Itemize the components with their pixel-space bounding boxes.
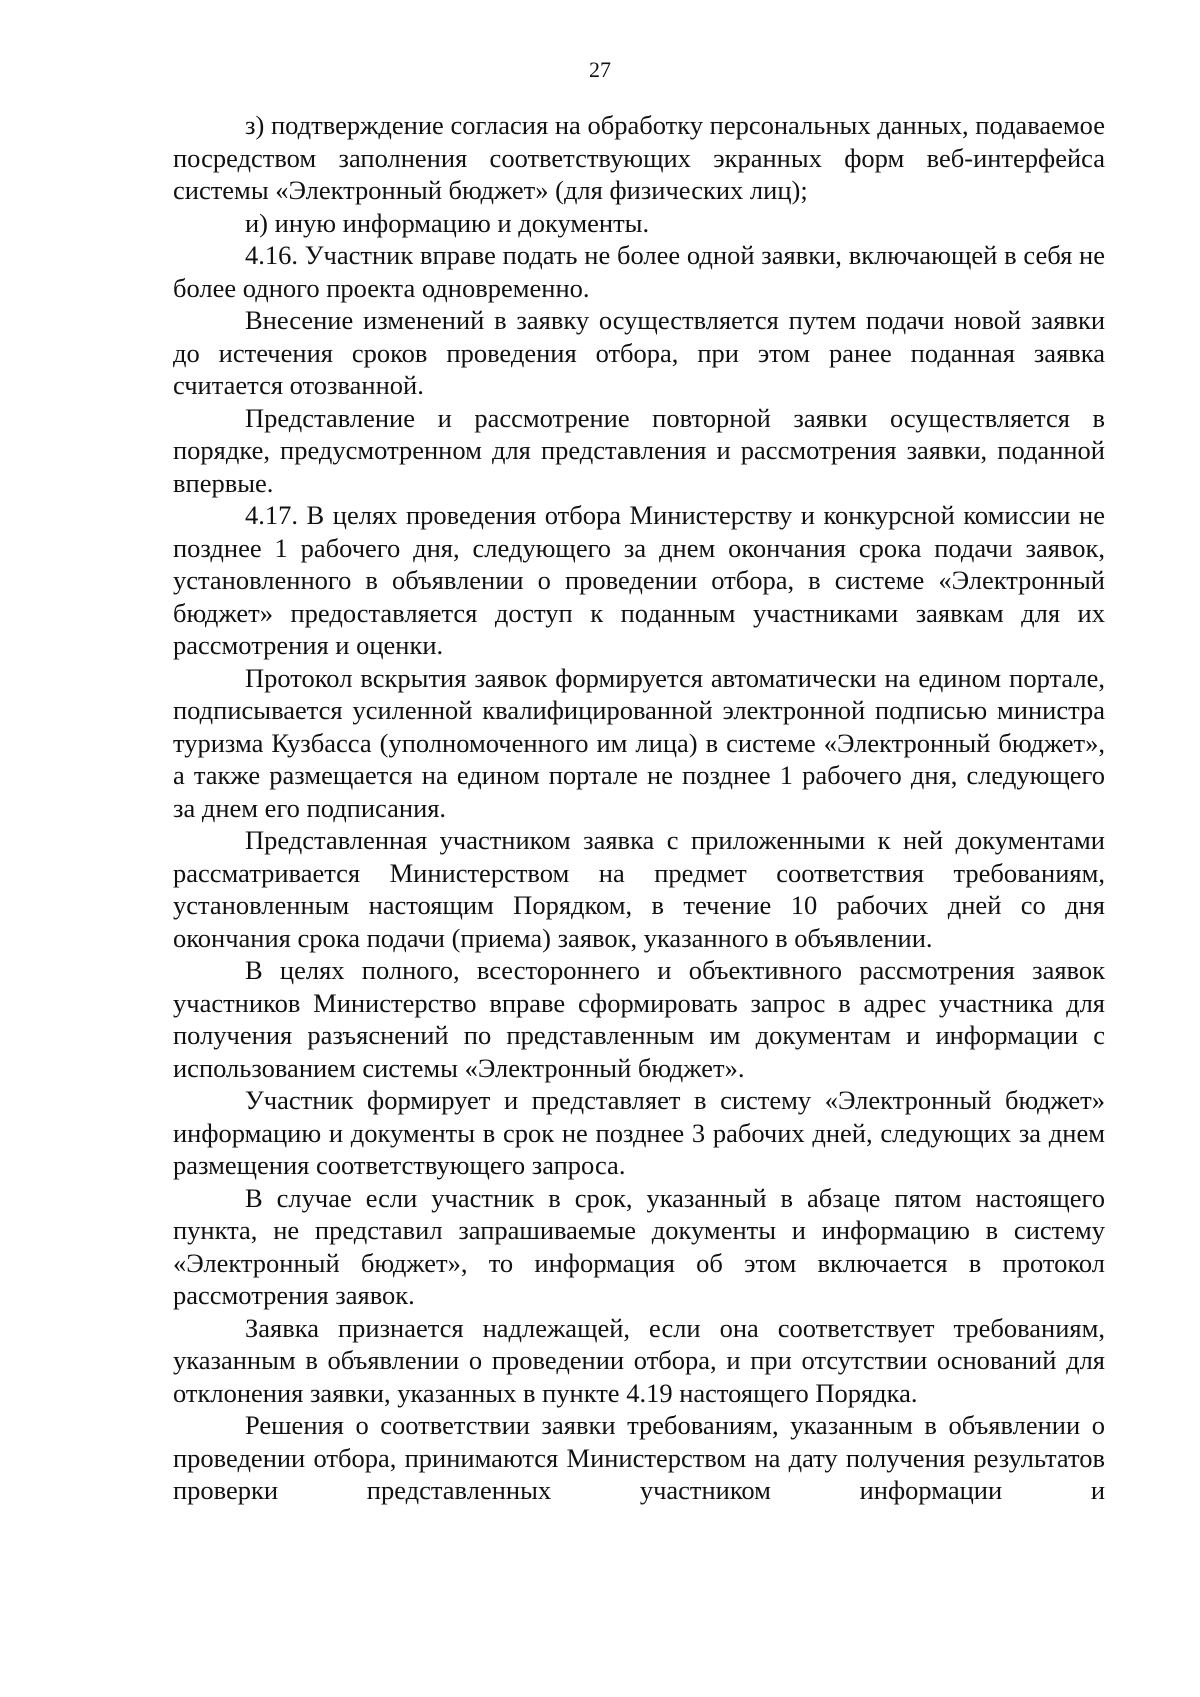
paragraph: Протокол вскрытия заявок формируется автоматически на едином портале, подписывается усиленной квалифицированной электронной подписью министра туризма Кузбасса (уполномоченного им лица) в системе «Электронный бюджет», а также размещается на едином портале не позднее 1 рабочего дня, следующего за днем его подписания. — [173, 662, 1105, 823]
paragraph-continued: Решения о соответствии заявки требованиям, указанным в объявлении о проведении отбора, принимаются Министерством на дату получения результатов проверки представленных участником информации и — [173, 1410, 1105, 1505]
paragraph: В целях полного, всестороннего и объективного рассмотрения заявок участников Министерство вправе сформировать запрос в адрес участника для получения разъяснений по представленным им документам и информации с использованием системы «Электронный бюджет». — [173, 955, 1105, 1083]
paragraph: Представление и рассмотрение повторной заявки осуществляется в порядке, предусмотренном для представления и рассмотрения заявки, поданной впервые. — [173, 402, 1105, 498]
paragraph: 4.16. Участник вправе подать не более одной заявки, включающей в себя не более одного проекта одновременно. — [173, 240, 1105, 303]
document-body — [173, 109, 1105, 1507]
paragraph: з) подтверждение согласия на обработку персональных данных, подаваемое посредством заполнения соответствующих экранных форм веб-интерфейса системы «Электронный бюджет» (для физических лиц); — [173, 110, 1105, 205]
paragraph: Участник формирует и представляет в систему «Электронный бюджет» информацию и документы в срок не позднее 3 рабочих дней, следующих за днем размещения соответствующего запроса. — [173, 1085, 1105, 1180]
paragraph: 4.17. В целях проведения отбора Министерству и конкурсной комиссии не позднее 1 рабочего дня, следующего за днем окончания срока подачи заявок, установленного в объявлении о проведении отбора, в системе «Электронный бюджет» предоставляется доступ к поданным участниками заявкам для их рассмотрения и оценки. — [173, 500, 1105, 660]
paragraph: Заявка признается надлежащей, если она соответствует требованиям, указанным в объявлении о проведении отбора, и при отсутствии оснований для отклонения заявки, указанных в пункте 4.19 настоящего Порядка. — [173, 1312, 1105, 1408]
page-number: 27 — [589, 57, 611, 82]
paragraph: В случае если участник в срок, указанный в абзаце пятом настоящего пункта, не представил запрашиваемые документы и информацию в систему «Электронный бюджет», то информация об этом включается в протокол рассмотрения заявок. — [173, 1182, 1105, 1310]
paragraph: Представленная участником заявка с приложенными к ней документами рассматривается Министерством на предмет соответствия требованиям, установленным настоящим Порядком, в течение 10 рабочих дней со дня окончания срока подачи (приема) заявок, указанного в объявлении. — [173, 825, 1105, 953]
paragraph: и) иную информацию и документы. — [245, 207, 650, 238]
paragraph: Внесение изменений в заявку осуществляется путем подачи новой заявки до истечения сроков проведения отбора, при этом ранее поданная заявка считается отозванной. — [173, 305, 1105, 400]
